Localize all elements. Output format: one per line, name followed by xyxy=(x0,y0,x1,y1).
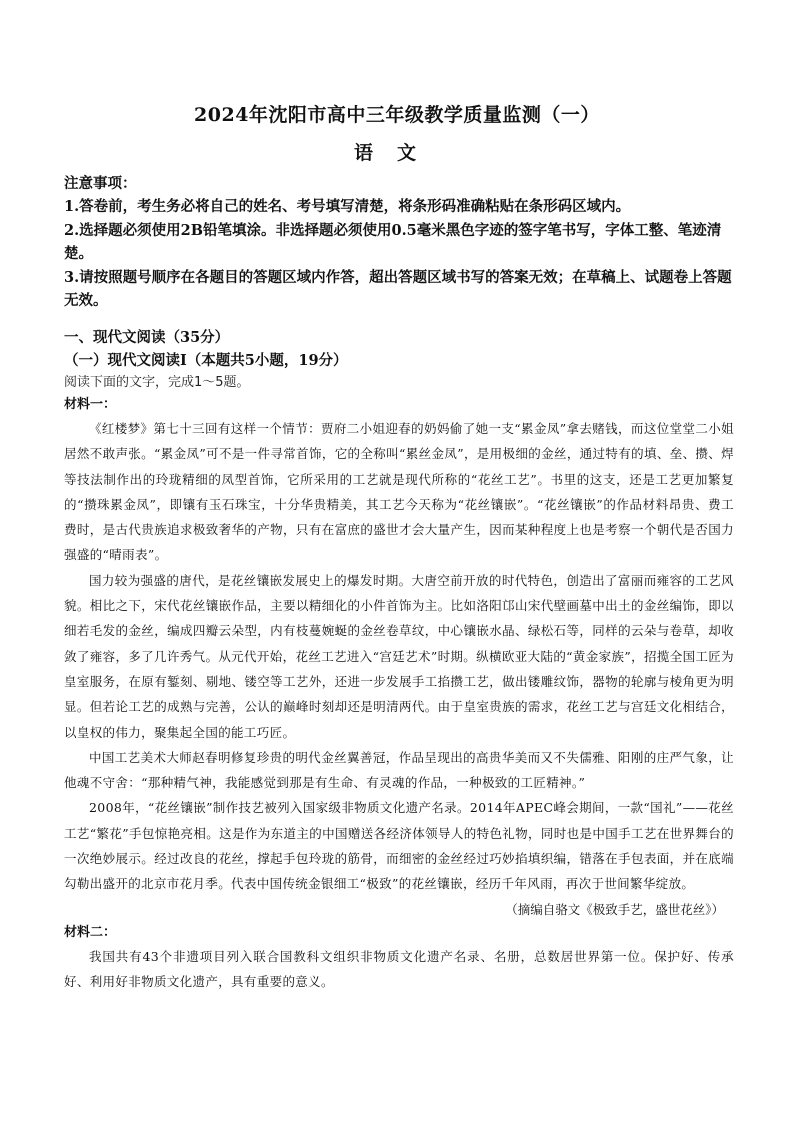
material-1-source: （摘编自骆文《极致手艺，盛世花丝》） xyxy=(505,901,724,917)
material-1-paragraph: 中国工艺美术大师赵春明修复珍贵的明代金丝翼善冠，作品呈现出的高贵华美而又不失儒雅、阳刚的庄严气象，让他魂不守舍：“那种精气神，我能感觉到那是有生命、有灵魂的作品，一种极致的工匠精神。” xyxy=(64,749,734,791)
material-2-paragraph: 我国共有43个非遗项目列入联合国教科文组织非物质文化遗产名录、名册，总数居世界第一位。保护好、传承好、利用好非物质文化遗产，具有重要的意义。 xyxy=(64,948,734,989)
note-item-3: 3.请按照题号顺序在各题目的答题区域内作答，超出答题区域书写的答案无效；在草稿上、试题卷上答题无效。 xyxy=(64,268,732,309)
material-1-paragraph: 2008年，“花丝镶嵌”制作技艺被列入国家级非物质文化遗产名录。2014年APEC峰会期间，一款“国礼”——花丝工艺“繁花”手包惊艳亮相。这是作为东道主的中国赠送各经济体领导人的特色礼物，同时也是中国手工艺在世界舞台的一次绝妙展示。经过改良的花丝，撑起手包玲珑的筋骨，而细密的金丝经过巧妙掐填织编，错落在手包表面，并在底端勾勒出盛开的北京市花月季。代表中国传统金银细工“极致”的花丝镶嵌，经历千年风雨，再次于世间繁华绽放。 xyxy=(64,800,734,892)
subject-title: 语文 xyxy=(353,142,440,164)
section-subheading: （一）现代文阅读Ⅰ（本题共5小题，19分） xyxy=(64,352,348,369)
section-heading: 一、现代文阅读（35分） xyxy=(64,329,230,346)
notes-heading: 注意事项： xyxy=(64,175,137,192)
exam-title: 2024年沈阳市高中三年级教学质量监测（一） xyxy=(194,104,600,126)
material-1-paragraph: 《红楼梦》第七十三回有这样一个情节：贾府二小姐迎春的奶妈偷了她一支“累金凤”拿去赌钱，而这位堂堂二小姐居然不敢声张。“累金凤”可不是一件寻常首饰，它的全称叫“累丝金凤”，是用极细的金丝，通过特有的填、垒、攒、焊等技法制作出的玲珑精细的凤型首饰，它所采用的工艺就是现代所称的“花丝工艺”。书里的这支，还是工艺更加繁复的“攒珠累金凤”，即镶有玉石珠宝，十分华贵精美，其工艺今天称为“花丝镶嵌”。“花丝镶嵌”的作品材料昂贵、费工费时，是古代贵族追求极致奢华的产物，只有在富庶的盛世才会大量产生，因而某种程度上也是考察一个朝代是否国力强盛的“晴雨表”。 xyxy=(64,421,734,563)
note-item-2: 2.选择题必须使用2B铅笔填涂。非选择题必须使用0.5毫米黑色字迹的签字笔书写，字体工整、笔迹清楚。 xyxy=(64,221,722,262)
notes-block xyxy=(64,173,734,313)
material-1-label: 材料一： xyxy=(64,397,117,412)
reading-section xyxy=(64,326,734,994)
material-2-label: 材料二： xyxy=(64,924,117,940)
reading-instruction: 阅读下面的文字，完成1～5题。 xyxy=(64,375,250,390)
note-item-1: 1.答卷前，考生务必将自己的姓名、考号填写清楚，将条形码准确粘贴在条形码区域内。 xyxy=(64,198,631,215)
material-1-paragraph: 国力较为强盛的唐代，是花丝镶嵌发展史上的爆发时期。大唐空前开放的时代特色，创造出了富丽而雍容的工艺风貌。相比之下，宋代花丝镶嵌作品，主要以精细化的小件首饰为主。比如洛阳邙山宋代壁画墓中出土的金丝编饰，即以细若毛发的金丝，编成四瓣云朵型，内有枝蔓婉蜒的金丝卷草纹，中心镶嵌水晶、绿松石等，同样的云朵与卷草，却收敛了雍容，多了几许秀气。从元代开始，花丝工艺进入“宫廷艺术”时期。纵横欧亚大陆的“黄金家族”，招揽全国工匠为皇室服务，在原有錾刻、剔地、镂空等工艺外，还进一步发展手工掐攒工艺，做出镂雕纹饰，器物的轮廓与棱角更为明显。但若论工艺的成熟与完善，公认的巅峰时刻却还是明清两代。由于皇室贵族的需求，花丝工艺与宫廷文化相结合，以皇权的伟力，聚集起全国的能工巧匠。 xyxy=(64,572,734,740)
